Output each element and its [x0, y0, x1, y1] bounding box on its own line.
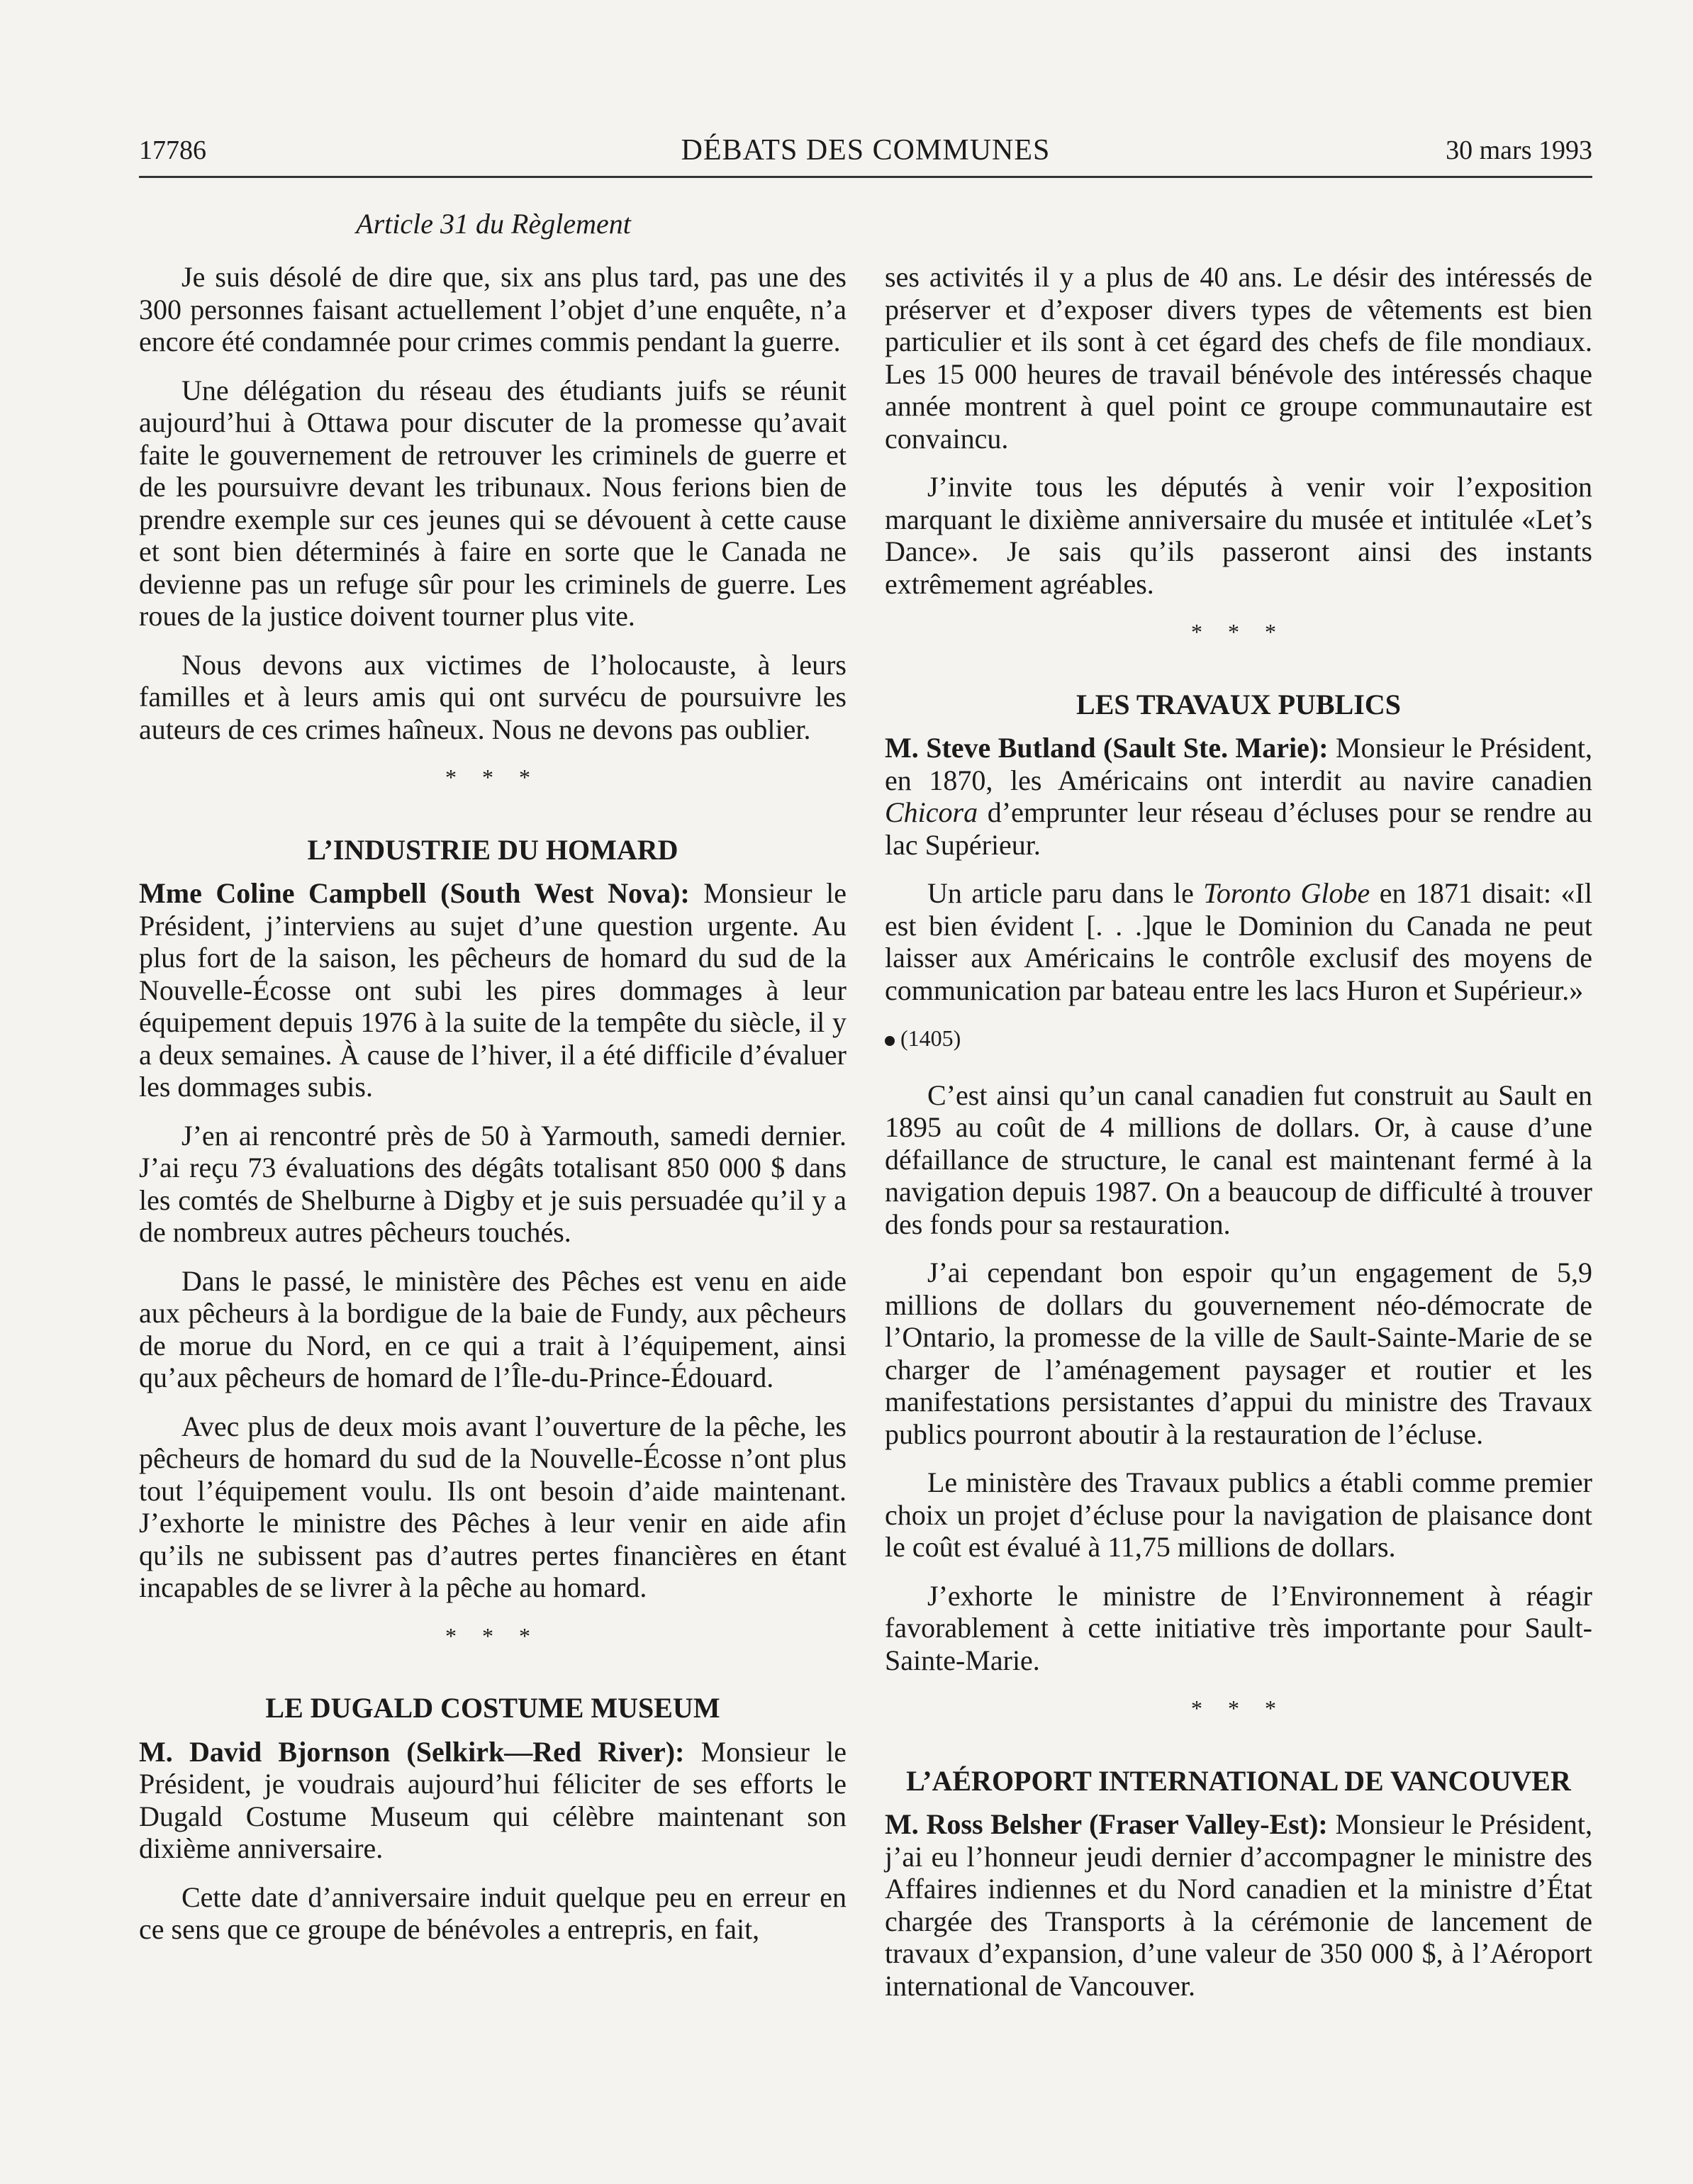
right-column: [885, 261, 1592, 2018]
newspaper-name: Toronto Globe: [1203, 877, 1370, 909]
speaker-name: M. Ross Belsher (Fraser Valley-Est):: [885, 1808, 1328, 1840]
paragraph: Cette date d’anniversaire induit quelque peu en erreur en ce sens que ce groupe de bénévoles a entrepris, en fait,: [139, 1881, 846, 1945]
speech-text: Un article paru dans le: [927, 877, 1204, 909]
paragraph: C’est ainsi qu’un canal canadien fut construit au Sault en 1895 au coût de 4 millions de dollars. Or, à cause d’une défaillance de structure, le canal est maintenant fermé à la navigation depuis 1987. On a beaucoup de difficulté à trouver des fonds pour sa restauration.: [885, 1079, 1592, 1240]
paragraph: Avec plus de deux mois avant l’ouverture de la pêche, les pêcheurs de homard du sud de la Nouvelle-Écosse n’ont plus tout l’équipement voulu. Ils ont besoin d’aide maintenant. J’exhorte le ministre des Pêches à leur venir en aide afin qu’ils ne subissent pas d’autres pertes financières en étant incapables de se livrer à la pêche au homard.: [139, 1410, 846, 1603]
speech-text: Monsieur le Président, je voudrais aujourd’hui féliciter de ses efforts le Dugald Costume Museum qui célèbre maintenant son dixième anniversaire.: [139, 1735, 846, 1864]
paragraph: Une délégation du réseau des étudiants juifs se réunit aujourd’hui à Ottawa pour discuter de la promesse qu’avait faite le gouvernement de retrouver les criminels de guerre et de les poursuivre devant les tribunaux. Nous ferions bien de prendre exemple sur ces jeunes qui se dévouent à cette cause et sont bien déterminés à faire en sorte que le Canada ne devienne pas un refuge sûr pour les criminels de guerre. Les roues de la justice doivent tourner plus vite.: [139, 374, 846, 632]
paragraph: J’en ai rencontré près de 50 à Yarmouth, samedi dernier. J’ai reçu 73 évaluations des dégâts totalisant 850 000 $ dans les comtés de Shelburne à Digby et je suis persuadée qu’il y a de nombreux autres pêcheurs touchés.: [139, 1119, 846, 1248]
publication-title: DÉBATS DES COMMUNES: [681, 134, 1051, 167]
ship-name: Chicora: [885, 796, 978, 828]
paragraph: J’ai cependant bon espoir qu’un engagement de 5,9 millions de dollars du gouvernement néo-démocrate de l’Ontario, la promesse de la ville de Sault-Sainte-Marie de se charger de l’aménagement paysager et routier et les manifestations persistantes d’appui du ministre des Travaux publics pourront aboutir à la restauration de l’écluse.: [885, 1257, 1592, 1450]
section-heading: L’INDUSTRIE DU HOMARD: [307, 833, 678, 866]
speech-paragraph: [139, 1736, 846, 1865]
section-heading: LES TRAVAUX PUBLICS: [1076, 688, 1401, 720]
section-separator: * * *: [445, 1622, 540, 1649]
paragraph: Nous devons aux victimes de l’holocauste, à leurs familles et à leurs amis qui ont survécu de poursuivre les auteurs de ces crimes haîneux. Nous ne devons pas oublier.: [139, 648, 846, 745]
paragraph: [885, 877, 1592, 1006]
page-header: [139, 126, 1592, 178]
speaker-name: Mme Coline Campbell (South West Nova):: [139, 877, 690, 909]
paragraph: J’exhorte le ministre de l’Environnement à réagir favorablement à cette initiative très importante pour Sault-Sainte-Marie.: [885, 1579, 1592, 1676]
speech-text: Monsieur le Président, j’ai eu l’honneur jeudi dernier d’accompagner le ministre des Affaires indiennes et du Nord canadien et la ministre d’État chargée des Transports à la cérémonie de lancement de travaux d’expansion, d’une valeur de 350 000 $, à l’Aéroport international de Vancouver.: [885, 1808, 1592, 2002]
bullet-icon: [885, 1036, 895, 1046]
speaker-name: M. Steve Butland (Sault Ste. Marie):: [885, 732, 1329, 764]
paragraph: J’invite tous les députés à venir voir l’exposition marquant le dixième anniversaire du musée et intitulée «Let’s Dance». Je sais qu’ils passeront ainsi des instants extrêmement agréables.: [885, 471, 1592, 600]
standing-order-subheading: Article 31 du Règlement: [356, 208, 631, 240]
section-separator: * * *: [1191, 619, 1286, 645]
paragraph: ses activités il y a plus de 40 ans. Le désir des intéressés de préserver et d’exposer divers types de vêtements est bien particulier et ils sont à cet égard des chefs de file mondiaux. Les 15 000 heures de travail bénévole des intéressés chaque année montrent à quel point ce groupe communautaire est convaincu.: [885, 261, 1592, 455]
paragraph: Je suis désolé de dire que, six ans plus tard, pas une des 300 personnes faisant actuellement l’objet d’une enquête, n’a encore été condamnée pour crimes commis pendant la guerre.: [139, 261, 846, 357]
left-column: [139, 261, 846, 1962]
paragraph: Dans le passé, le ministère des Pêches est venu en aide aux pêcheurs à la bordigue de la baie de Fundy, aux pêcheurs de morue du Nord, en ce qui a trait à l’équipement, ainsi qu’aux pêcheurs de homard de l’Île-du-Prince-Édouard.: [139, 1264, 846, 1393]
speech-text: Monsieur le Président, j’interviens au sujet d’une question urgente. Au plus fort de la saison, les pêcheurs de homard du sud de la Nouvelle-Écosse ont subi les pires dommages à leur équipement depuis 1976 à la suite de la tempête du siècle, il y a deux semaines. À cause de l’hiver, il a été difficile d’évaluer les dommages subis.: [139, 877, 847, 1103]
paragraph: Le ministère des Travaux publics a établi comme premier choix un projet d’écluse pour la navigation de plaisance dont le coût est évalué à 11,75 millions de dollars.: [885, 1466, 1592, 1563]
page-date: 30 mars 1993: [1446, 135, 1592, 165]
time-mark-text: (1405): [900, 1025, 961, 1051]
speech-text: en 1871 disait: «Il est bien évident [. . .]que le Dominion du Canada ne peut laisser aux Américains le contrôle exclusif des moyens de communication par bateau entre les lacs Huron et Supérieur.»: [885, 877, 1592, 1006]
speech-text: Monsieur le Président, en 1870, les Américains ont interdit au navire canadien: [885, 732, 1592, 796]
speech-paragraph: [139, 877, 846, 1103]
time-mark: [885, 1023, 1592, 1055]
section-heading: LE DUGALD COSTUME MUSEUM: [265, 1692, 720, 1724]
speech-paragraph: [885, 1808, 1592, 2002]
section-separator: * * *: [445, 764, 540, 790]
section-heading: L’AÉROPORT INTERNATIONAL DE VANCOUVER: [906, 1764, 1571, 1797]
speech-text: d’emprunter leur réseau d’écluses pour se rendre au lac Supérieur.: [885, 796, 1592, 861]
speech-paragraph: [885, 732, 1592, 861]
page-number: 17786: [139, 135, 206, 165]
speaker-name: M. David Bjornson (Selkirk—Red River):: [139, 1735, 685, 1768]
section-separator: * * *: [1191, 1695, 1286, 1721]
